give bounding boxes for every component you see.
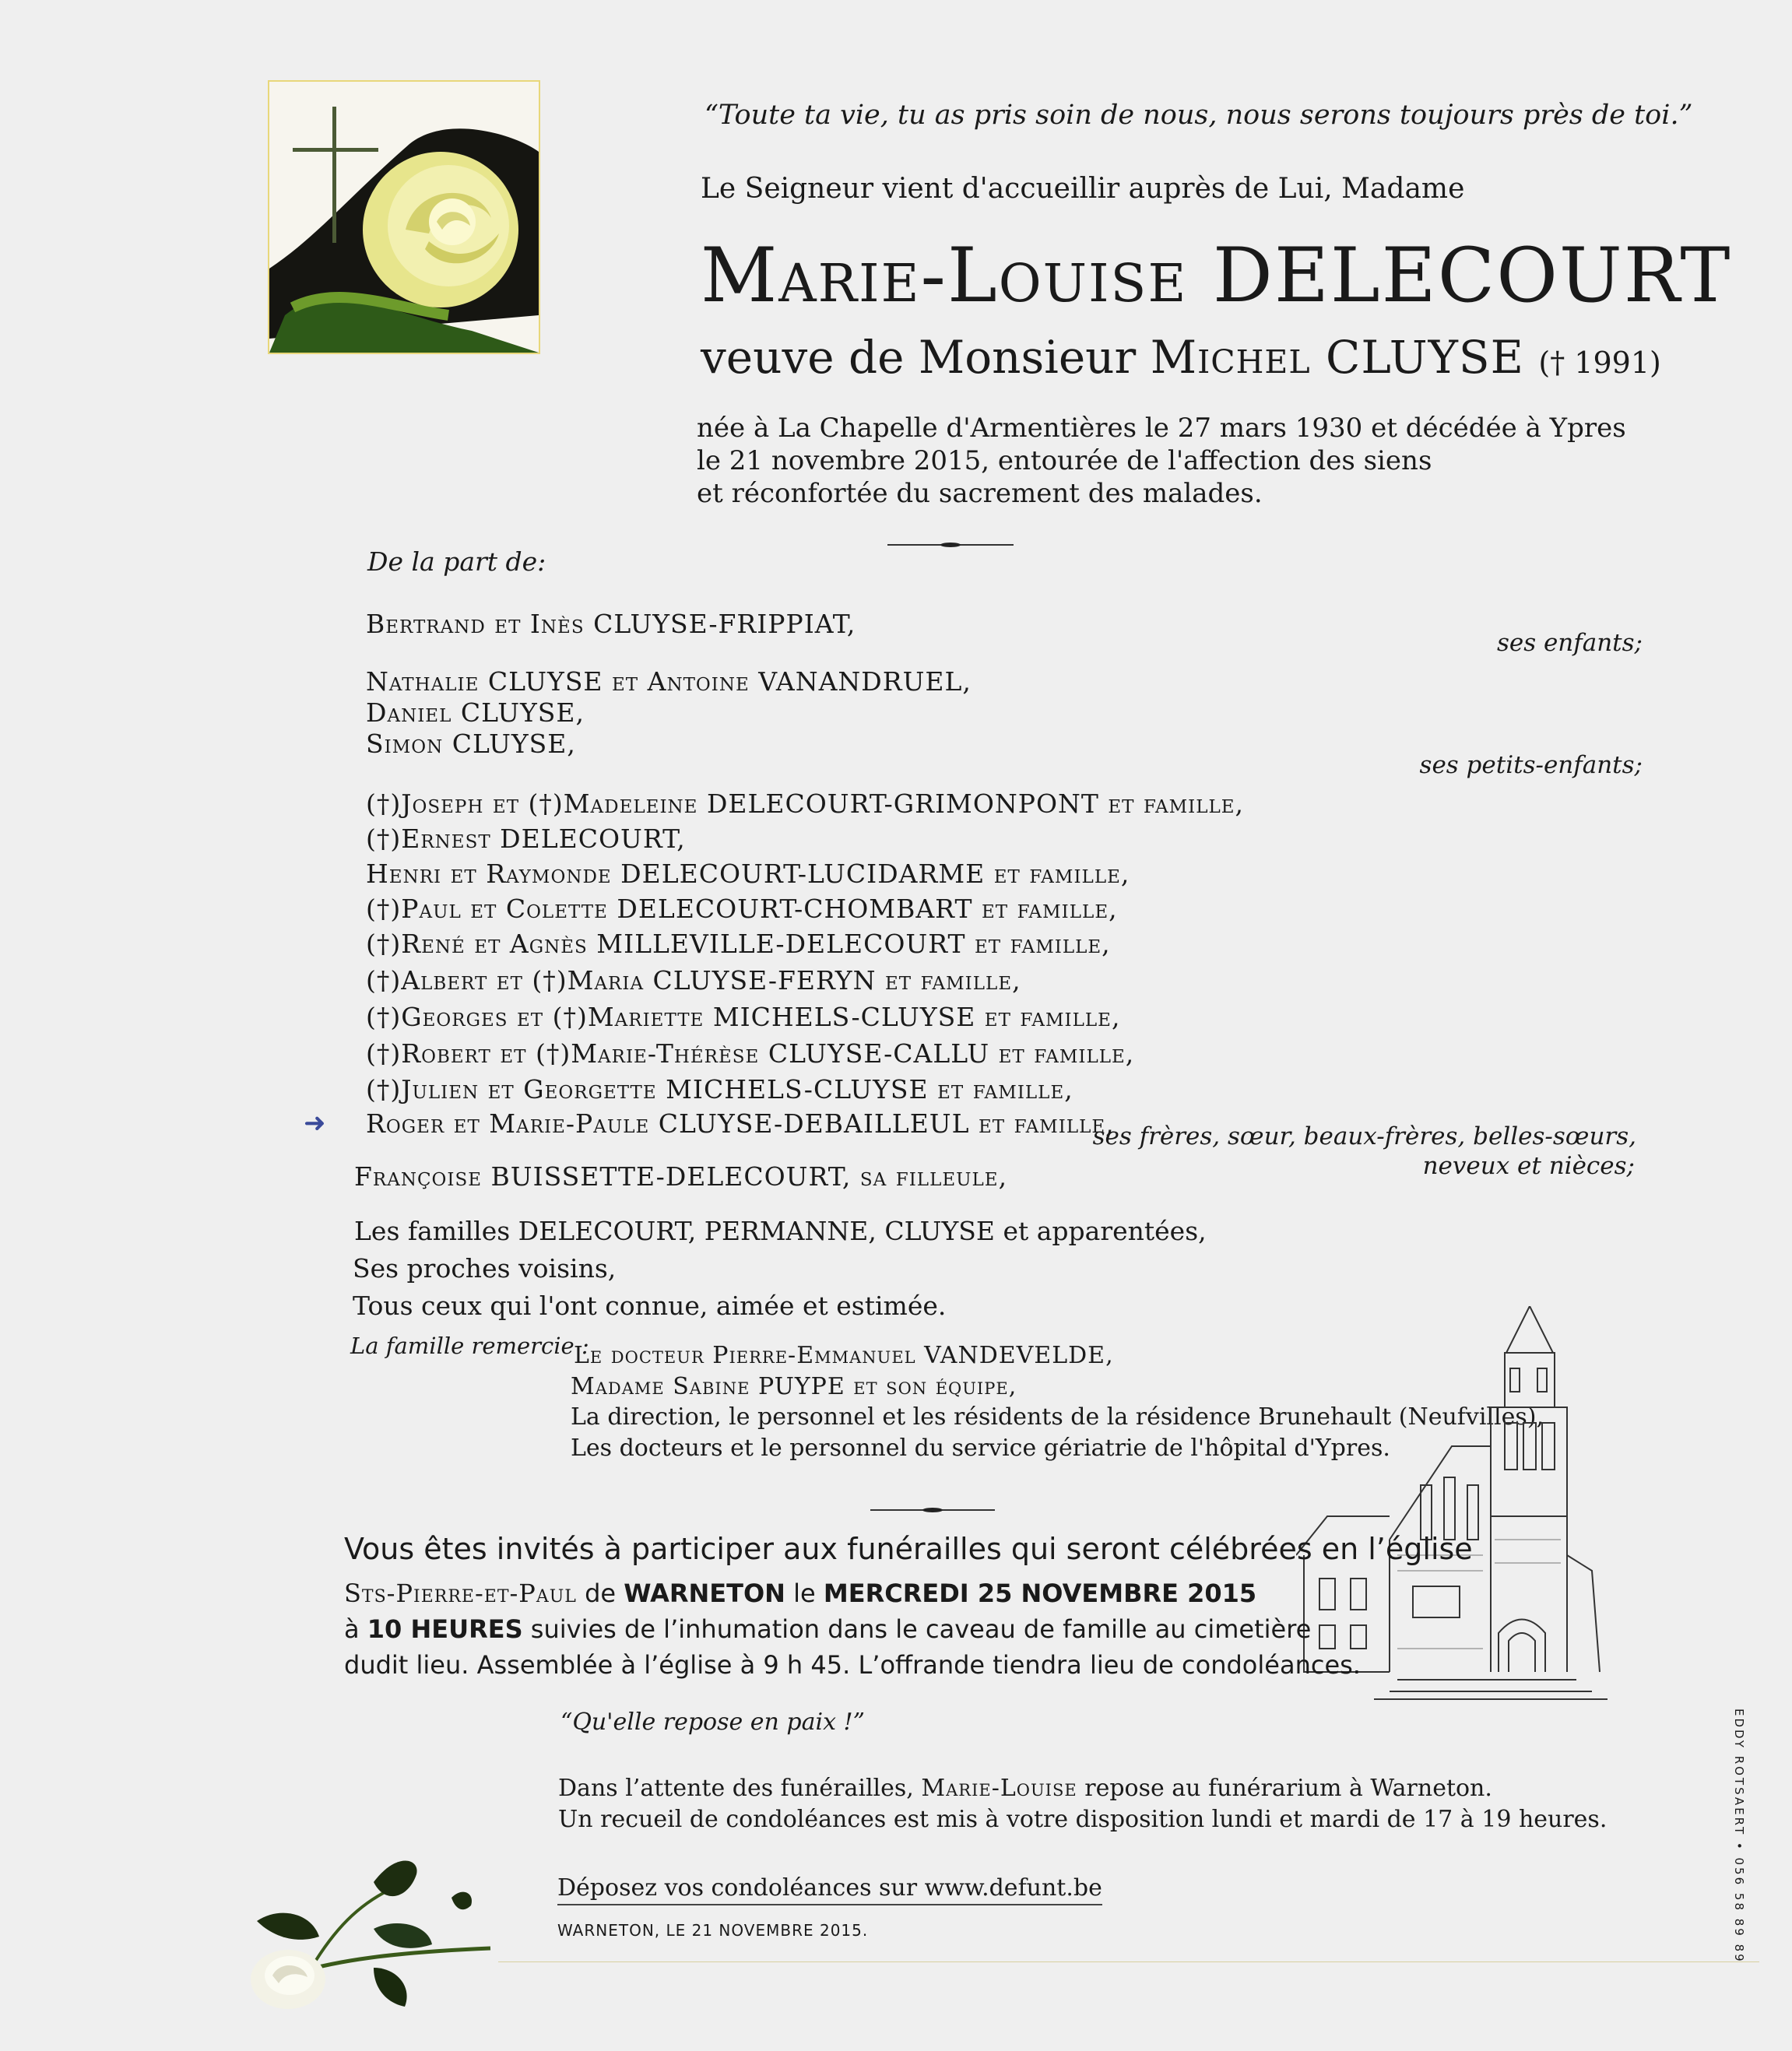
wake-line-2: Un recueil de condoléances est mis à votre disposition lundi et mardi de 17 à 19 heures. <box>558 1806 1608 1833</box>
funeral-time: 10 HEURES <box>367 1614 523 1644</box>
sibling-line: (†)René et Agnès MILLEVILLE-DELECOURT et famille, <box>366 929 1111 959</box>
others-line: Tous ceux qui l'ont connue, aimée et estimée. <box>353 1291 947 1321</box>
sibling-line: (†)Joseph et (†)Madeleine DELECOURT-GRIMONPONT et famille, <box>366 788 1245 819</box>
siblings-relation: neveux et nièces; <box>1422 1152 1635 1180</box>
sibling-line: (†)Ernest DELECOURT, <box>366 824 686 854</box>
intro-text: Le Seigneur vient d'accueillir auprès de Lui, Madame <box>701 173 1465 205</box>
rip-quote: “Qu'elle repose en paix !” <box>560 1709 865 1736</box>
church-name: Sts-Pierre-et-Paul <box>344 1579 577 1608</box>
thanks-line: Les docteurs et le personnel du service gériatrie de l'hôpital d'Ypres. <box>571 1435 1390 1462</box>
grandchild-line: Simon CLUYSE, <box>366 729 576 759</box>
arrow-mark-icon: ➜ <box>304 1108 326 1139</box>
invitation-line-1: Vous êtes invités à participer aux funérailles qui seront célébrées en l’église <box>344 1532 1473 1566</box>
invitation-le: le <box>793 1579 816 1608</box>
grandchild-line: Nathalie CLUYSE et Antoine VANANDRUEL, <box>366 666 972 697</box>
invitation-de: de <box>585 1579 617 1608</box>
condolences-link[interactable]: Déposez vos condoléances sur www.defunt.be <box>557 1874 1102 1905</box>
grandchild-line: Daniel CLUYSE, <box>366 697 585 728</box>
opening-quote: “Toute ta vie, tu as pris soin de nous, nous serons toujours près de toi.” <box>705 100 1693 131</box>
children-line: Bertrand et Inès CLUYSE-FRIPPIAT, <box>366 609 856 639</box>
others-line: Ses proches voisins, <box>353 1253 617 1284</box>
widow-name: Michel CLUYSE <box>1150 331 1524 384</box>
birth-line-3: et réconfortée du sacrement des malades. <box>697 478 1263 509</box>
families-line: Les familles DELECOURT, PERMANNE, CLUYSE et apparentées, <box>354 1216 1207 1246</box>
invitation-line-2 <box>344 1579 1256 1608</box>
grandchildren-relation: ses petits-enfants; <box>1419 751 1643 779</box>
town-name: WARNETON <box>624 1579 785 1608</box>
thanks-label: La famille remercie : <box>350 1333 589 1359</box>
sibling-line: (†)Julien et Georgette MICHELS-CLUYSE et famille, <box>366 1074 1073 1105</box>
deceased-name: Marie-Louise DELECOURT <box>701 232 1732 319</box>
church-drawing <box>1296 1306 1615 1705</box>
cross-rose-icon <box>269 82 539 353</box>
sibling-line: (†)Paul et Colette DELECOURT-CHOMBART et famille, <box>366 894 1118 924</box>
cross-rose-photo <box>268 80 540 354</box>
sibling-line: (†)Albert et (†)Maria CLUYSE-FERYN et famille, <box>366 965 1021 996</box>
sibling-line: Roger et Marie-Paule CLUYSE-DEBAILLEUL et famille, <box>366 1108 1115 1139</box>
widow-dates: († 1991) <box>1538 346 1661 380</box>
goddaughter-line: Françoise BUISSETTE-DELECOURT, sa filleule, <box>354 1161 1008 1192</box>
printer-credit: EDDY ROTSAERT • 056 58 89 89 <box>1732 1709 1746 1964</box>
widow-prefix: veuve de Monsieur <box>701 331 1137 384</box>
invitation-rest: suivies de l’inhumation dans le caveau de famille au cimetière <box>530 1614 1312 1644</box>
birth-line-1: née à La Chapelle d'Armentières le 27 mars 1930 et décédée à Ypres <box>697 413 1626 444</box>
from-label: De la part de: <box>367 546 546 577</box>
thanks-line: Le docteur Pierre-Emmanuel VANDEVELDE, <box>574 1342 1114 1369</box>
widow-of <box>701 331 1661 384</box>
rose-icon <box>241 1851 498 2014</box>
invitation-a: à <box>344 1614 360 1644</box>
wake-line-1 <box>558 1775 1492 1802</box>
siblings-relation: ses frères, sœur, beaux-frères, belles-sœurs, <box>1092 1122 1636 1150</box>
divider <box>870 1508 995 1512</box>
rose-photo <box>241 1851 498 2014</box>
thanks-line: Madame Sabine PUYPE et son équipe, <box>571 1373 1017 1400</box>
children-relation: ses enfants; <box>1496 629 1643 657</box>
sibling-line: (†)Robert et (†)Marie-Thérèse CLUYSE-CALLU et famille, <box>366 1038 1135 1069</box>
invitation-line-3 <box>344 1614 1311 1644</box>
bottom-rule <box>498 1961 1759 1962</box>
wake-text-a: Dans l’attente des funérailles, <box>558 1775 914 1802</box>
thanks-line: La direction, le personnel et les résidents de la résidence Brunehault (Neufvilles), <box>571 1403 1544 1431</box>
place-date: WARNETON, LE 21 NOVEMBRE 2015. <box>557 1921 869 1940</box>
wake-text-b: repose au funérarium à Warneton. <box>1084 1775 1492 1802</box>
wake-name: Marie-Louise <box>921 1775 1077 1802</box>
divider <box>887 543 1014 546</box>
invitation-line-4: dudit lieu. Assemblée à l’église à 9 h 45. L’offrande tiendra lieu de condoléances. <box>344 1650 1361 1680</box>
birth-line-2: le 21 novembre 2015, entourée de l'affection des siens <box>697 445 1432 476</box>
sibling-line: (†)Georges et (†)Mariette MICHELS-CLUYSE et famille, <box>366 1002 1121 1032</box>
funeral-date: MERCREDI 25 NOVEMBRE 2015 <box>823 1579 1257 1608</box>
church-icon <box>1296 1306 1615 1705</box>
sibling-line: Henri et Raymonde DELECOURT-LUCIDARME et famille, <box>366 859 1130 889</box>
